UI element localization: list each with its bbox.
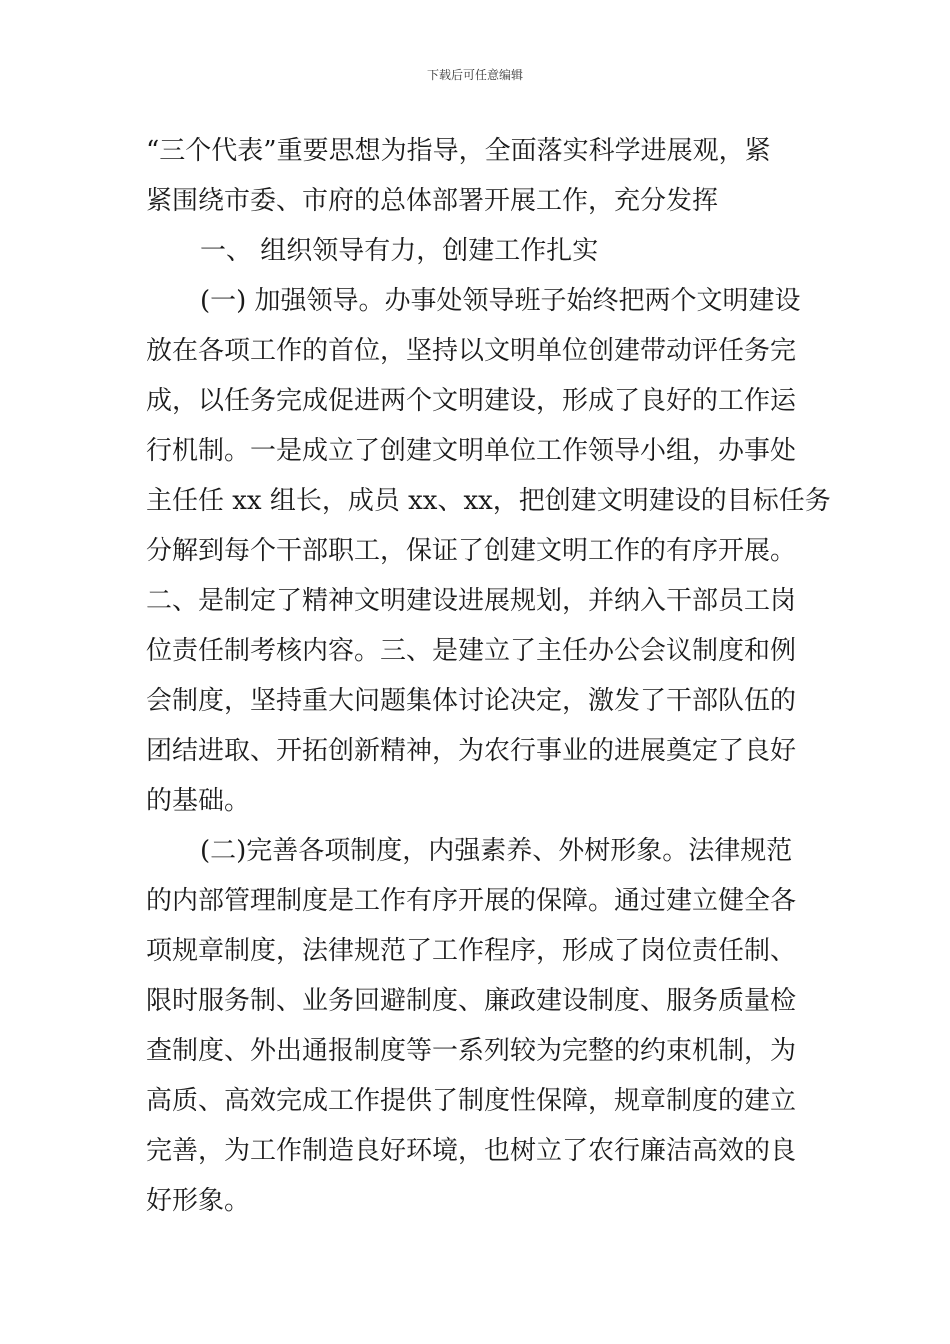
body-line: 分解到每个干部职工，保证了创建文明工作的有序开展。: [146, 536, 797, 566]
body-line: 高质、高效完成工作提供了制度性保障，规章制度的建立: [146, 1086, 797, 1116]
body-line: 二、是制定了精神文明建设进展规划，并纳入干部员工岗: [146, 586, 797, 616]
body-line: 好形象。: [146, 1186, 251, 1216]
body-line: (一) 加强领导。办事处领导班子始终把两个文明建设: [200, 286, 801, 316]
body-line: 主任任 xx 组长，成员 xx、xx，把创建文明建设的目标任务: [146, 486, 831, 516]
body-line: 会制度，坚持重大问题集体讨论决定，激发了干部队伍的: [146, 686, 797, 716]
body-line: 团结进取、开拓创新精神，为农行事业的进展奠定了良好: [146, 736, 797, 766]
body-line: 位责任制考核内容。三、是建立了主任办公会议制度和例: [146, 636, 797, 666]
section-heading: 一、 组织领导有力，创建工作扎实: [200, 236, 599, 266]
body-line: 行机制。一是成立了创建文明单位工作领导小组，办事处: [146, 436, 797, 466]
page-header-note: 下载后可任意编辑: [426, 68, 523, 82]
body-line: 项规章制度，法律规范了工作程序，形成了岗位责任制、: [146, 936, 797, 966]
body-line: (二)完善各项制度，内强素养、外树形象。法律规范: [200, 836, 793, 866]
body-line: 的内部管理制度是工作有序开展的保障。通过建立健全各: [146, 886, 797, 916]
body-line: 紧围绕市委、市府的总体部署开展工作，充分发挥: [146, 186, 719, 216]
body-line: 查制度、外出通报制度等一系列较为完整的约束机制，为: [146, 1036, 797, 1066]
body-line: 放在各项工作的首位，坚持以文明单位创建带动评任务完: [146, 336, 797, 366]
body-line: 限时服务制、业务回避制度、廉政建设制度、服务质量检: [146, 986, 797, 1016]
body-line: 完善，为工作制造良好环境，也树立了农行廉洁高效的良: [146, 1136, 797, 1166]
body-line: 的基础。: [146, 786, 251, 816]
body-line: 成，以任务完成促进两个文明建设，形成了良好的工作运: [146, 386, 797, 416]
body-line: “三个代表”重要思想为指导，全面落实科学进展观，紧: [146, 136, 771, 166]
